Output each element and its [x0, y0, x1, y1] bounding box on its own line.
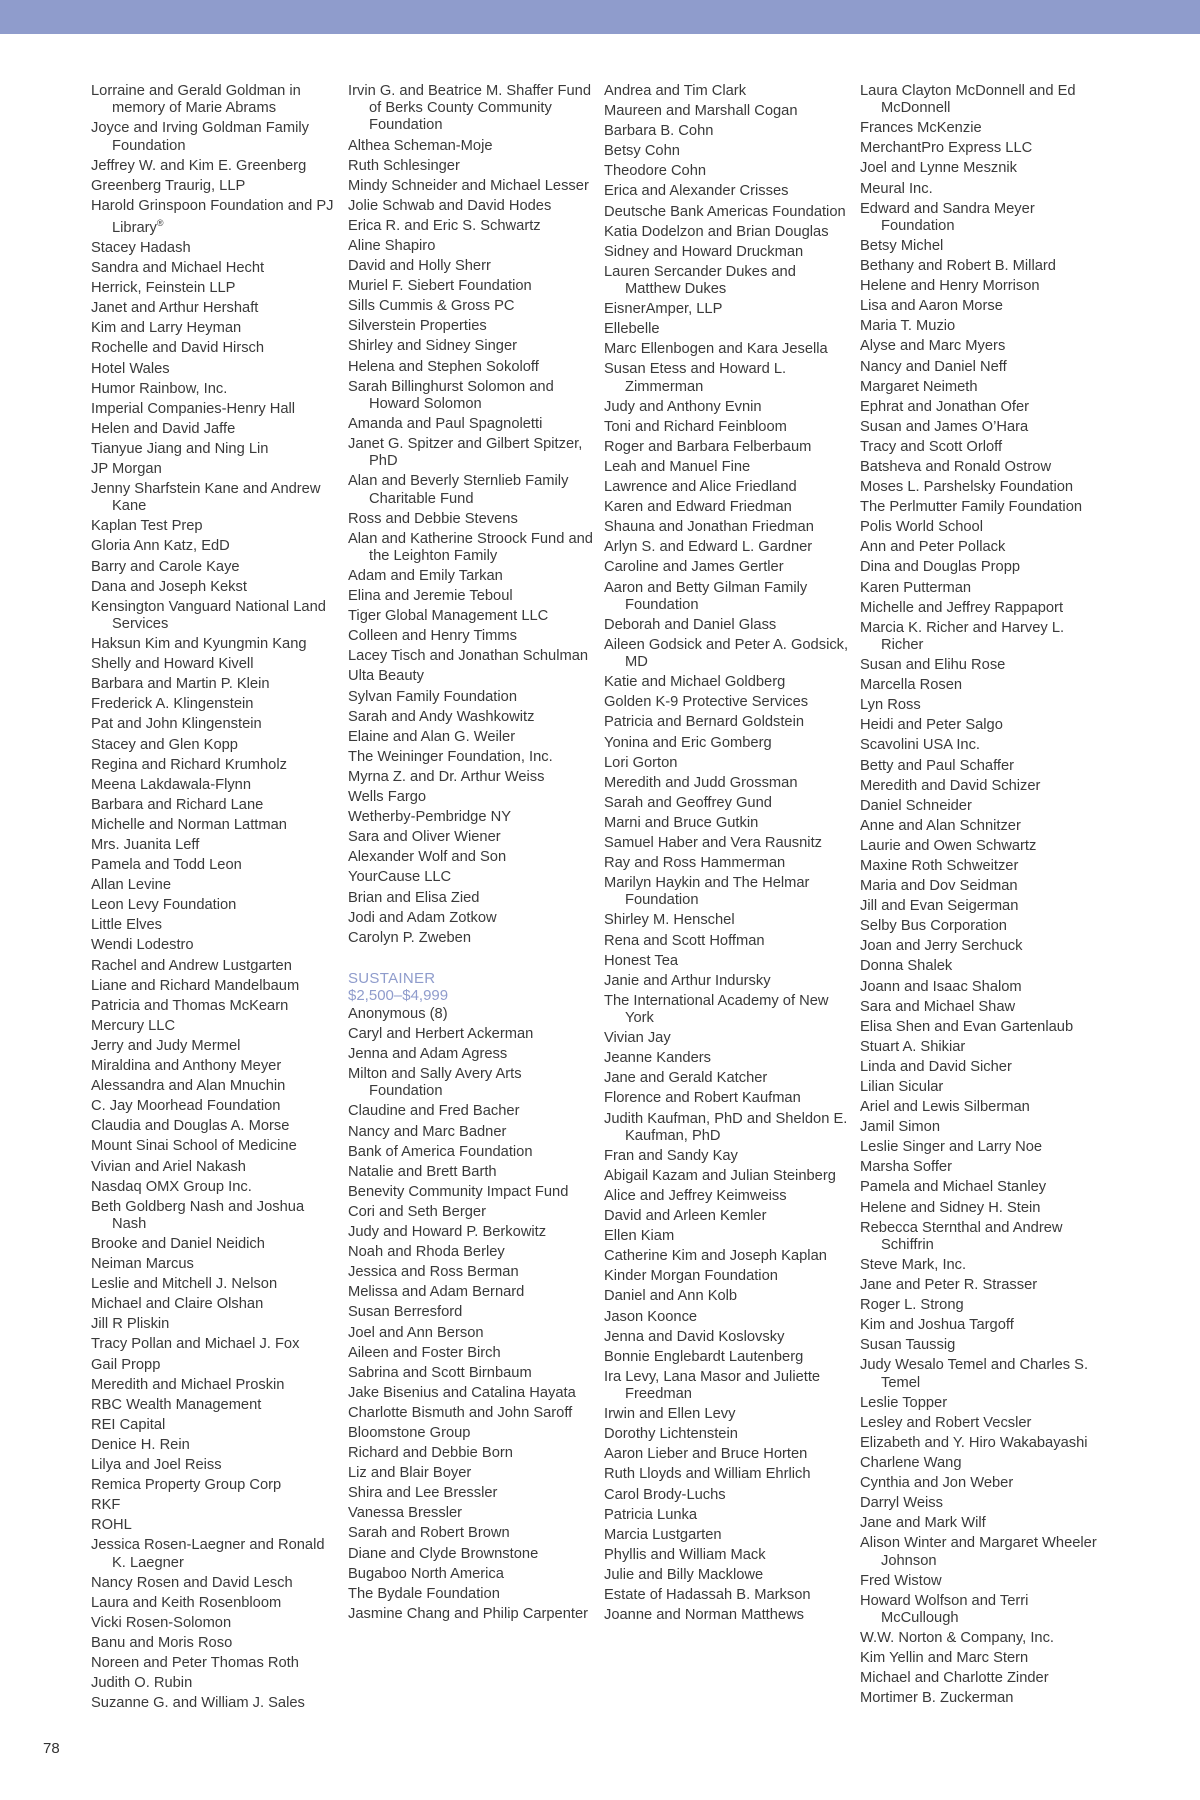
- donor-entry: Dana and Joseph Kekst: [91, 578, 247, 595]
- donor-entry: Kim and Larry Heyman: [91, 320, 242, 337]
- donor-entry: Denice H. Rein: [91, 1436, 190, 1453]
- donor-entry: Honest Tea: [604, 952, 679, 969]
- donor-entry: Althea Scheman-Moje: [348, 137, 493, 154]
- donor-entry: Sarah and Geoffrey Gund: [604, 794, 772, 811]
- donor-entry: Stacey Hadash: [91, 239, 191, 256]
- donor-entry: Lesley and Robert Vecsler: [860, 1414, 1032, 1431]
- donor-entry: Darryl Weiss: [860, 1495, 943, 1512]
- donor-entry: Melissa and Adam Bernard: [348, 1284, 525, 1301]
- donor-entry: Adam and Emily Tarkan: [348, 568, 503, 584]
- donor-entry: Betty and Paul Schaffer: [860, 757, 1015, 774]
- donor-entry: Anne and Alan Schnitzer: [860, 817, 1021, 834]
- donor-entry: Ira Levy, Lana Masor and Juliette Freedman: [604, 1368, 821, 1403]
- donor-entry: Richard and Debbie Born: [348, 1445, 513, 1462]
- donor-entry: Dorothy Lichtenstein: [604, 1426, 738, 1443]
- donor-entry: Jill and Evan Seigerman: [860, 898, 1019, 915]
- donor-entry: Leah and Manuel Fine: [604, 459, 751, 475]
- donor-entry: Howard Wolfson and Terri McCullough: [860, 1592, 1029, 1626]
- donor-entry: Noreen and Peter Thomas Roth: [91, 1655, 299, 1672]
- donor-entry: Joann and Isaac Shalom: [860, 978, 1022, 995]
- donor-entry: REI Capital: [91, 1416, 166, 1433]
- donor-entry: Humor Rainbow, Inc.: [91, 380, 228, 397]
- donor-entry: Noah and Rhoda Berley: [348, 1244, 505, 1261]
- donor-entry: Brooke and Daniel Neidich: [91, 1235, 265, 1252]
- donor-entry: Gloria Ann Katz, EdD: [91, 538, 230, 555]
- donor-entry: ROHL: [91, 1517, 132, 1534]
- donor-entry: Fred Wistow: [860, 1572, 942, 1589]
- tier-heading: SUSTAINER: [348, 969, 436, 987]
- donor-entry: Andrea and Tim Clark: [604, 83, 747, 99]
- donor-entry: Sarah and Andy Washkowitz: [348, 708, 535, 725]
- donor-entry: Alexander Wolf and Son: [348, 849, 507, 866]
- donor-entry: The Perlmutter Family Foundation: [860, 499, 1083, 516]
- donor-entry: Sandra and Michael Hecht: [91, 260, 265, 277]
- donor-entry: Brian and Elisa Zied: [348, 889, 480, 906]
- donor-entry: W.W. Norton & Company, Inc.: [860, 1630, 1054, 1647]
- donor-entry: Sara and Oliver Wiener: [348, 829, 501, 846]
- donor-entry: Benevity Community Impact Fund: [348, 1183, 569, 1200]
- donor-entry: Barbara and Richard Lane: [91, 796, 264, 813]
- donor-entry: Claudia and Douglas A. Morse: [91, 1118, 290, 1135]
- page-number: 78: [43, 1740, 60, 1757]
- donor-entry: Alessandra and Alan Mnuchin: [91, 1078, 286, 1095]
- donor-entry: David and Holly Sherr: [348, 258, 491, 275]
- donor-entry: Linda and David Sicher: [860, 1058, 1012, 1075]
- donor-entry: Liane and Richard Mandelbaum: [91, 977, 300, 994]
- donor-entry: Elaine and Alan G. Weiler: [348, 728, 516, 745]
- donor-list-2: [348, 83, 598, 947]
- donor-entry: Marni and Bruce Gutkin: [604, 814, 759, 831]
- donor-entry: Arlyn S. and Edward L. Gardner: [604, 539, 813, 556]
- donor-entry: Patricia Lunka: [604, 1506, 698, 1523]
- donor-entry: Natalie and Brett Barth: [348, 1163, 497, 1180]
- donor-entry: Sarah and Robert Brown: [348, 1525, 510, 1542]
- donor-entry: Nasdaq OMX Group Inc.: [91, 1178, 252, 1195]
- sustainer-donor-list: [348, 1006, 598, 1623]
- donor-entry: Jeanne Kanders: [604, 1050, 711, 1067]
- donor-entry: Elina and Jeremie Teboul: [348, 588, 513, 605]
- donor-entry: Tiger Global Management LLC: [348, 608, 549, 625]
- donor-entry: Jill R Pliskin: [91, 1316, 170, 1333]
- donor-entry: Irwin and Ellen Levy: [604, 1406, 736, 1423]
- donor-entry: Betsy Michel: [860, 237, 944, 254]
- donor-entry: Vicki Rosen-Solomon: [91, 1614, 232, 1631]
- tier-range: $2,500–$4,999: [348, 987, 449, 1005]
- donor-entry: Jolie Schwab and David Hodes: [348, 197, 552, 214]
- donor-entry: Vivian and Ariel Nakash: [91, 1158, 246, 1175]
- donor-entry: Katia Dodelzon and Brian Douglas: [604, 223, 829, 240]
- donor-entry: Allan Levine: [91, 877, 172, 894]
- donor-entry: Michelle and Norman Lattman: [91, 816, 287, 833]
- donor-entry: Rena and Scott Hoffman: [604, 932, 765, 949]
- donor-entry: Stacey and Glen Kopp: [91, 736, 238, 753]
- donor-entry: Estate of Hadassah B. Markson: [604, 1587, 811, 1603]
- donor-entry: Colleen and Henry Timms: [348, 628, 517, 645]
- donor-entry: Leslie Singer and Larry Noe: [860, 1139, 1043, 1156]
- header-band: [0, 0, 1200, 34]
- donor-entry: Julie and Billy Macklowe: [604, 1566, 764, 1583]
- donor-entry: Remica Property Group Corp: [91, 1477, 282, 1494]
- donor-entry: Kim Yellin and Marc Stern: [860, 1650, 1029, 1667]
- donor-entry: Lauren Sercander Dukes and Matthew Dukes: [604, 263, 796, 298]
- donor-entry: Aileen Godsick and Peter A. Godsick, MD: [604, 636, 849, 671]
- donor-entry: Judith O. Rubin: [91, 1675, 193, 1692]
- donor-entry: Abigail Kazam and Julian Steinberg: [604, 1167, 836, 1184]
- donor-entry: YourCause LLC: [348, 869, 452, 886]
- donor-entry: Tracy and Scott Orloff: [860, 438, 1003, 455]
- donor-entry: Aileen and Foster Birch: [348, 1344, 501, 1361]
- donor-entry: Ariel and Lewis Silberman: [860, 1099, 1030, 1116]
- donor-entry: Kaplan Test Prep: [91, 518, 203, 535]
- donor-entry: Janet and Arthur Hershaft: [91, 300, 259, 317]
- donor-entry: Moses L. Parshelsky Foundation: [860, 479, 1074, 496]
- donor-entry: EisnerAmper, LLP: [604, 301, 723, 318]
- donor-entry: Cori and Seth Berger: [348, 1203, 486, 1220]
- donor-entry: David and Arleen Kemler: [604, 1208, 767, 1225]
- donor-entry: Judy and Howard P. Berkowitz: [348, 1224, 547, 1241]
- donor-entry: Alice and Jeffrey Keimweiss: [604, 1188, 787, 1205]
- donor-entry: Silverstein Properties: [348, 318, 487, 335]
- donor-entry: Joanne and Norman Matthews: [604, 1607, 805, 1624]
- donor-entry: Pamela and Todd Leon: [91, 857, 242, 874]
- donor-entry: Hotel Wales: [91, 360, 170, 377]
- donor-entry: Marcia K. Richer and Harvey L. Richer: [860, 619, 1065, 653]
- donor-entry: Maureen and Marshall Cogan: [604, 103, 798, 120]
- donor-entry: Wetherby-Pembridge NY: [348, 809, 511, 826]
- donor-entry: Lyn Ross: [860, 697, 921, 714]
- donor-entry: Lorraine and Gerald Goldman in memory of Marie Abrams: [91, 83, 301, 117]
- donor-entry: Janie and Arthur Indursky: [604, 972, 771, 989]
- donor-entry: RBC Wealth Management: [91, 1396, 262, 1413]
- donor-entry: Mercury LLC: [91, 1017, 176, 1034]
- donor-entry: Meredith and Michael Proskin: [91, 1376, 285, 1393]
- donor-entry: Liz and Blair Boyer: [348, 1465, 472, 1482]
- donor-entry: Barbara and Martin P. Klein: [91, 676, 270, 693]
- donor-entry: Suzanne G. and William J. Sales: [91, 1695, 305, 1712]
- donor-entry: Laura and Keith Rosenbloom: [91, 1594, 282, 1611]
- donor-entry: Rebecca Sternthal and Andrew Schiffrin: [860, 1219, 1063, 1253]
- donor-entry: Dina and Douglas Propp: [860, 559, 1021, 576]
- donor-entry: Tianyue Jiang and Ning Lin: [91, 440, 269, 457]
- donor-entry: Bloomstone Group: [348, 1424, 471, 1441]
- donor-entry: Margaret Neimeth: [860, 378, 978, 395]
- donor-entry: Roger and Barbara Felberbaum: [604, 438, 812, 455]
- donor-entry: Wells Fargo: [348, 789, 427, 806]
- donor-entry: Alan and Beverly Sternlieb Family Charitable Fund: [348, 473, 569, 507]
- donor-entry: Michael and Charlotte Zinder: [860, 1670, 1049, 1687]
- donor-entry: Meredith and David Schizer: [860, 777, 1041, 794]
- donor-entry: Helene and Sidney H. Stein: [860, 1199, 1041, 1216]
- donor-entry: MerchantPro Express LLC: [860, 140, 1033, 157]
- donor-entry: Theodore Cohn: [604, 163, 707, 180]
- donor-entry: Jeffrey W. and Kim E. Greenberg: [91, 157, 307, 174]
- donor-entry: Herrick, Feinstein LLP: [91, 280, 236, 297]
- donor-entry: Ruth Schlesinger: [348, 157, 460, 174]
- donor-entry: Meural Inc.: [860, 180, 933, 197]
- donor-entry: Sabrina and Scott Birnbaum: [348, 1364, 532, 1381]
- donor-entry: Little Elves: [91, 917, 163, 934]
- donor-entry: Carol Brody-Luchs: [604, 1486, 726, 1503]
- donor-entry: Susan and Elihu Rose: [860, 657, 1006, 674]
- donor-entry: Gail Propp: [91, 1356, 161, 1373]
- donor-entry: Helene and Henry Morrison: [860, 278, 1040, 295]
- donor-entry: Marcella Rosen: [860, 677, 963, 694]
- donor-entry: Marsha Soffer: [860, 1159, 952, 1176]
- donor-entry: Lilya and Joel Reiss: [91, 1457, 222, 1474]
- donor-entry: Jessica Rosen-Laegner and Ronald K. Laegner: [91, 1537, 325, 1571]
- donor-entry: Jane and Mark Wilf: [860, 1515, 986, 1532]
- donor-entry: Imperial Companies-Henry Hall: [91, 400, 296, 417]
- donor-column-1: [91, 83, 341, 1715]
- donor-entry: Joyce and Irving Goldman Family Foundation: [91, 120, 309, 154]
- donor-entry: Caroline and James Gertler: [604, 559, 784, 576]
- donor-entry: Jessica and Ross Berman: [348, 1264, 519, 1281]
- donor-entry: Milton and Sally Avery Arts Foundation: [348, 1066, 522, 1100]
- donor-entry: Jasmine Chang and Philip Carpenter: [348, 1605, 589, 1622]
- donor-entry: Leslie and Mitchell J. Nelson: [91, 1276, 278, 1293]
- donor-entry: The Bydale Foundation: [348, 1585, 500, 1602]
- donor-entry: Yonina and Eric Gomberg: [604, 734, 772, 751]
- donor-entry: Joel and Ann Berson: [348, 1324, 484, 1341]
- donor-entry: Laurie and Owen Schwartz: [860, 837, 1037, 854]
- donor-entry: Rachel and Andrew Lustgarten: [91, 957, 292, 974]
- donor-entry: Helena and Stephen Sokoloff: [348, 358, 539, 375]
- donor-entry: Marilyn Haykin and The Helmar Foundation: [604, 875, 810, 909]
- donor-column-2: [348, 83, 598, 1626]
- donor-entry: Shirley and Sidney Singer: [348, 338, 518, 355]
- donor-entry: Susan Taussig: [860, 1337, 956, 1354]
- donor-entry: Ruth Lloyds and William Ehrlich: [604, 1466, 811, 1483]
- donor-entry: Ellebelle: [604, 321, 660, 338]
- donor-entry: Cynthia and Jon Weber: [860, 1475, 1014, 1492]
- donor-entry: Aaron Lieber and Bruce Horten: [604, 1446, 808, 1463]
- donor-entry: Ulta Beauty: [348, 668, 424, 685]
- donor-entry: Beth Goldberg Nash and Joshua Nash: [91, 1198, 305, 1232]
- donor-entry: C. Jay Moorhead Foundation: [91, 1098, 281, 1115]
- donor-entry: Polis World School: [860, 519, 983, 536]
- donor-entry: Helen and David Jaffe: [91, 420, 236, 437]
- donor-entry: Maxine Roth Schweitzer: [860, 857, 1019, 874]
- donor-entry: Sills Cummis & Gross PC: [348, 298, 515, 315]
- donor-entry: Erica R. and Eric S. Schwartz: [348, 217, 541, 234]
- donor-entry: Lacey Tisch and Jonathan Schulman: [348, 648, 589, 665]
- donor-entry: Deutsche Bank Americas Foundation: [604, 203, 846, 220]
- donor-entry: Joel and Lynne Mesznik: [860, 160, 1018, 177]
- donor-entry: Miraldina and Anthony Meyer: [91, 1058, 282, 1075]
- donor-entry: Erica and Alexander Crisses: [604, 183, 789, 200]
- donor-entry: Banu and Moris Roso: [91, 1634, 233, 1651]
- donor-entry: Jenna and Adam Agress: [348, 1046, 508, 1063]
- donor-entry: Jenna and David Koslovsky: [604, 1328, 785, 1345]
- donor-entry: Irvin G. and Beatrice M. Shaffer Fund of Berks County Community Foundation: [348, 83, 592, 134]
- donor-entry: Lilian Sicular: [860, 1079, 944, 1096]
- donor-entry: Charlotte Bismuth and John Saroff: [348, 1404, 573, 1421]
- donor-entry: Florence and Robert Kaufman: [604, 1090, 801, 1107]
- donor-entry: Heidi and Peter Salgo: [860, 717, 1003, 734]
- donor-entry: Lawrence and Alice Friedland: [604, 479, 797, 496]
- donor-entry: Harold Grinspoon Foundation and PJ Library®: [91, 197, 334, 236]
- donor-entry: Shelly and Howard Kivell: [91, 656, 254, 673]
- donor-entry: Batsheva and Ronald Ostrow: [860, 459, 1052, 475]
- donor-entry: Karen Putterman: [860, 579, 972, 596]
- donor-entry: Kinder Morgan Foundation: [604, 1268, 778, 1285]
- donor-entry: Bethany and Robert B. Millard: [860, 258, 1056, 275]
- donor-entry: Scavolini USA Inc.: [860, 737, 981, 754]
- donor-entry: Tracy Pollan and Michael J. Fox: [91, 1336, 300, 1353]
- donor-column-4: [860, 83, 1110, 1710]
- donor-entry: Sara and Michael Shaw: [860, 998, 1016, 1015]
- donor-entry: Pat and John Klingenstein: [91, 716, 262, 733]
- donor-entry: Alison Winter and Margaret Wheeler Johnson: [860, 1535, 1097, 1569]
- donor-entry: Sylvan Family Foundation: [348, 688, 517, 705]
- donor-entry: Rochelle and David Hirsch: [91, 340, 265, 357]
- donor-entry: JP Morgan: [91, 461, 162, 477]
- donor-entry: Nancy Rosen and David Lesch: [91, 1574, 293, 1591]
- donor-entry: Ellen Kiam: [604, 1228, 675, 1245]
- donor-entry: Jake Bisenius and Catalina Hayata: [348, 1384, 576, 1401]
- donor-entry: Ephrat and Jonathan Ofer: [860, 398, 1030, 415]
- donor-entry: Deborah and Daniel Glass: [604, 616, 777, 633]
- donor-entry: Laura Clayton McDonnell and Ed McDonnell: [860, 83, 1076, 117]
- donor-entry: Michael and Claire Olshan: [91, 1296, 264, 1313]
- donor-entry: Meredith and Judd Grossman: [604, 774, 798, 791]
- donor-entry: Marcia Lustgarten: [604, 1526, 722, 1543]
- donor-entry: Aline Shapiro: [348, 237, 436, 254]
- donor-entry: Betsy Cohn: [604, 143, 680, 160]
- donor-entry: Haksun Kim and Kyungmin Kang: [91, 636, 307, 653]
- donor-entry: Susan and James O’Hara: [860, 418, 1029, 435]
- donor-entry: Muriel F. Siebert Foundation: [348, 278, 532, 295]
- donor-entry: Sidney and Howard Druckman: [604, 243, 804, 260]
- donor-column-3: [604, 83, 854, 1627]
- donor-entry: Leon Levy Foundation: [91, 897, 237, 914]
- donor-entry: Carolyn P. Zweben: [348, 929, 472, 946]
- donor-entry: Vanessa Bressler: [348, 1505, 463, 1522]
- donor-entry: Katie and Michael Goldberg: [604, 674, 786, 691]
- donor-entry: Elisa Shen and Evan Gartenlaub: [860, 1018, 1074, 1035]
- donor-entry: Toni and Richard Feinbloom: [604, 418, 787, 435]
- donor-entry: Alyse and Marc Myers: [860, 338, 1006, 355]
- donor-entry: Bank of America Foundation: [348, 1143, 533, 1160]
- donor-entry: Daniel and Ann Kolb: [604, 1288, 738, 1305]
- donor-entry: Barry and Carole Kaye: [91, 558, 240, 575]
- donor-entry: Ann and Peter Pollack: [860, 539, 1006, 556]
- donor-entry: Neiman Marcus: [91, 1256, 194, 1273]
- donor-entry: Marc Ellenbogen and Kara Jesella: [604, 341, 828, 358]
- donor-entry: Patricia and Bernard Goldstein: [604, 714, 805, 731]
- donor-entry: Lisa and Aaron Morse: [860, 298, 1003, 315]
- donor-entry: Jason Koonce: [604, 1308, 698, 1325]
- donor-entry: Janet G. Spitzer and Gilbert Spitzer, PhD: [348, 436, 583, 470]
- donor-entry: Aaron and Betty Gilman Family Foundation: [604, 579, 808, 613]
- donor-entry: Stuart A. Shikiar: [860, 1038, 966, 1055]
- donor-entry: Maria and Dov Seidman: [860, 878, 1018, 895]
- donor-entry: Joan and Jerry Serchuck: [860, 938, 1023, 955]
- donor-entry: Bugaboo North America: [348, 1565, 504, 1582]
- donor-entry: Nancy and Marc Badner: [348, 1123, 507, 1140]
- donor-entry: Anonymous (8): [348, 1005, 448, 1022]
- donor-entry: The International Academy of New York: [604, 992, 829, 1027]
- donor-entry: Mindy Schneider and Michael Lesser: [348, 177, 589, 194]
- donor-entry: Steve Mark, Inc.: [860, 1256, 967, 1273]
- donor-entry: Golden K-9 Protective Services: [604, 694, 809, 711]
- donor-entry: Nancy and Daniel Neff: [860, 358, 1007, 375]
- donor-entry: Michelle and Jeffrey Rappaport: [860, 599, 1064, 616]
- donor-entry: Selby Bus Corporation: [860, 918, 1007, 935]
- donor-entry: Fran and Sandy Kay: [604, 1147, 738, 1164]
- donor-entry: Jerry and Judy Mermel: [91, 1037, 241, 1054]
- donor-entry: Patricia and Thomas McKearn: [91, 997, 289, 1014]
- donor-entry: Frederick A. Klingenstein: [91, 696, 254, 713]
- donor-entry: Shira and Lee Bressler: [348, 1485, 498, 1502]
- donor-entry: Barbara B. Cohn: [604, 123, 714, 140]
- donor-entry: Diane and Clyde Brownstone: [348, 1545, 539, 1562]
- donor-entry: Kensington Vanguard National Land Services: [91, 598, 326, 632]
- donor-entry: Judy Wesalo Temel and Charles S. Temel: [860, 1357, 1089, 1391]
- donor-entry: Wendi Lodestro: [91, 937, 194, 954]
- donor-entry: Shauna and Jonathan Friedman: [604, 519, 814, 536]
- donor-entry: Mortimer B. Zuckerman: [860, 1690, 1014, 1707]
- donor-entry: Judith Kaufman, PhD and Sheldon E. Kaufman, PhD: [604, 1110, 848, 1144]
- donor-entry: Leslie Topper: [860, 1394, 948, 1411]
- donor-entry: Mount Sinai School of Medicine: [91, 1138, 297, 1155]
- donor-entry: Catherine Kim and Joseph Kaplan: [604, 1248, 827, 1265]
- donor-entry: Kim and Joshua Targoff: [860, 1317, 1014, 1334]
- donor-entry: Sarah Billinghurst Solomon and Howard Solomon: [348, 378, 554, 412]
- donor-entry: Susan Berresford: [348, 1304, 463, 1321]
- donor-entry: RKF: [91, 1497, 121, 1514]
- donor-entry: Lori Gorton: [604, 754, 678, 771]
- donor-entry: Ross and Debbie Stevens: [348, 510, 518, 527]
- donor-entry: Claudine and Fred Bacher: [348, 1103, 520, 1120]
- donor-entry: The Weininger Foundation, Inc.: [348, 748, 553, 765]
- donor-entry: Jodi and Adam Zotkow: [348, 909, 497, 926]
- donor-entry: Myrna Z. and Dr. Arthur Weiss: [348, 768, 545, 785]
- donor-entry: Phyllis and William Mack: [604, 1546, 766, 1563]
- donor-entry: Shirley M. Henschel: [604, 912, 735, 929]
- donor-entry: Jane and Peter R. Strasser: [860, 1277, 1038, 1294]
- donor-entry: Jamil Simon: [860, 1119, 940, 1136]
- donor-entry: Bonnie Englebardt Lautenberg: [604, 1348, 804, 1365]
- donor-entry: Ray and Ross Hammerman: [604, 855, 786, 872]
- donor-entry: Greenberg Traurig, LLP: [91, 177, 246, 194]
- donor-entry: Pamela and Michael Stanley: [860, 1179, 1047, 1196]
- donor-entry: Meena Lakdawala-Flynn: [91, 776, 252, 793]
- donor-entry: Donna Shalek: [860, 958, 953, 975]
- donor-entry: Regina and Richard Krumholz: [91, 756, 287, 773]
- donor-entry: Frances McKenzie: [860, 120, 982, 137]
- donor-entry: Roger L. Strong: [860, 1297, 964, 1314]
- donor-entry: Caryl and Herbert Ackerman: [348, 1025, 534, 1042]
- donor-entry: Edward and Sandra Meyer Foundation: [860, 200, 1035, 234]
- donor-entry: Elizabeth and Y. Hiro Wakabayashi: [860, 1434, 1088, 1451]
- donor-entry: Jenny Sharfstein Kane and Andrew Kane: [91, 481, 321, 515]
- donor-entry: Charlene Wang: [860, 1455, 962, 1472]
- donor-entry: Judy and Anthony Evnin: [604, 398, 762, 415]
- donor-entry: Mrs. Juanita Leff: [91, 837, 200, 853]
- donor-entry: Vivian Jay: [604, 1030, 671, 1047]
- donor-entry: Samuel Haber and Vera Rausnitz: [604, 835, 822, 851]
- donor-entry: Susan Etess and Howard L. Zimmerman: [604, 361, 787, 395]
- donor-entry: Karen and Edward Friedman: [604, 499, 792, 516]
- donor-entry: Maria T. Muzio: [860, 318, 956, 335]
- donor-entry: Jane and Gerald Katcher: [604, 1070, 768, 1087]
- donor-entry: Daniel Schneider: [860, 797, 972, 814]
- donor-entry: Amanda and Paul Spagnoletti: [348, 415, 543, 432]
- donor-entry: Alan and Katherine Stroock Fund and the Leighton Family: [348, 530, 593, 564]
